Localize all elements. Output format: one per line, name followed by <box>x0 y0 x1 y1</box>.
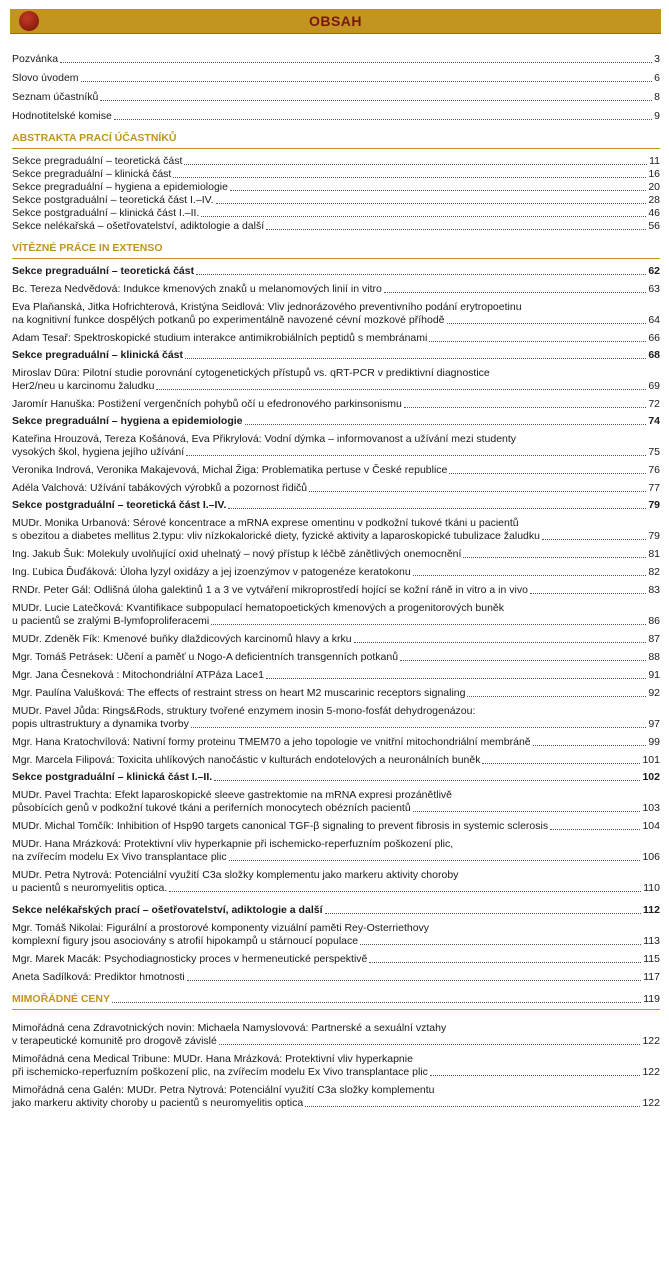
dot-leader <box>216 203 647 204</box>
dot-leader <box>266 229 646 230</box>
entry-title: Mimořádná cena Galén: MUDr. Petra Nytrová: Potenciální využití C3a složky komplementu <box>12 1084 435 1096</box>
toc-entry[interactable] <box>12 283 660 296</box>
dot-leader <box>211 624 646 625</box>
page-number: 68 <box>648 349 660 361</box>
entry-title: Eva Plaňanská, Jitka Hofrichterová, Kristýna Seidlová: Vliv jednorázového preventivního podání erytropoetinu <box>12 301 522 313</box>
toc-row <box>12 820 660 833</box>
toc-row <box>12 789 660 802</box>
section-heading-text: MIMOŘÁDNÉ CENY <box>12 993 111 1005</box>
page-number: 86 <box>648 615 660 627</box>
page-number: 119 <box>643 993 660 1005</box>
dot-leader <box>309 491 646 492</box>
toc-entry[interactable] <box>12 633 660 646</box>
dot-leader <box>463 557 646 558</box>
toc-row <box>12 398 660 411</box>
toc-row <box>12 1097 660 1110</box>
toc-row <box>12 517 660 530</box>
section-heading: ABSTRAKTA PRACÍ ÚČASTNÍKŮ <box>12 132 177 144</box>
page-number: 87 <box>648 633 660 645</box>
toc-row <box>12 615 660 628</box>
dot-leader <box>447 323 647 324</box>
dot-leader <box>354 642 647 643</box>
toc-row <box>12 91 660 104</box>
toc-row <box>12 380 660 393</box>
page-number: 6 <box>654 72 660 84</box>
page-number: 83 <box>648 584 660 596</box>
entry-title: Adam Tesař: Spektroskopické studium interakce antimikrobiálních peptidů s membránami <box>12 332 428 344</box>
entry-title: Sekce nelékařských prací – ošetřovatelství, adiktologie a další <box>12 904 323 916</box>
toc-entry[interactable] <box>12 1084 660 1110</box>
toc-entry[interactable] <box>12 566 660 579</box>
entry-title: Kateřina Hrouzová, Tereza Košánová, Eva Přikrylová: Vodní dýmka – informovanost a užívání mezi studenty <box>12 433 517 445</box>
toc-entry[interactable] <box>12 687 660 700</box>
page-number: 82 <box>648 566 660 578</box>
page-number: 110 <box>643 882 660 894</box>
entry-title: Mgr. Jana Česneková : Mitochondriální ATPáza Lace1 <box>12 669 264 681</box>
table-of-contents <box>12 53 660 1110</box>
page-number: 11 <box>649 155 660 167</box>
toc-entry[interactable] <box>12 464 660 477</box>
dot-leader <box>187 980 641 981</box>
toc-row <box>12 349 660 362</box>
entry-title: Veronika Indrová, Veronika Makajevová, Michal Žiga: Problematika pertuse v České republice <box>12 464 448 476</box>
dot-leader <box>156 389 646 390</box>
toc-row <box>12 904 660 917</box>
entry-title: Hodnotitelské komise <box>12 110 112 122</box>
toc-row <box>12 499 660 512</box>
toc-row <box>12 53 660 66</box>
entry-title: Sekce pregraduální – teoretická část <box>12 265 195 277</box>
toc-section-entry[interactable] <box>12 771 660 784</box>
page-number: 9 <box>654 110 660 122</box>
entry-title: popis ultrastruktury a dynamika tvorby <box>12 718 189 730</box>
dot-leader <box>482 763 640 764</box>
page-number: 62 <box>648 265 660 277</box>
toc-row <box>12 433 660 446</box>
toc-entry[interactable] <box>12 332 660 345</box>
toc-entry[interactable] <box>12 669 660 682</box>
toc-section-entry[interactable] <box>12 265 660 278</box>
toc-row <box>12 566 660 579</box>
page-number: 91 <box>648 669 660 681</box>
dot-leader <box>173 177 646 178</box>
page-number: 122 <box>642 1097 660 1109</box>
toc-entry[interactable] <box>12 181 660 194</box>
toc-row <box>12 584 660 597</box>
entry-title: Pozvánka <box>12 53 59 65</box>
toc-row <box>12 922 660 935</box>
toc-row <box>12 882 660 895</box>
toc-row <box>12 530 660 543</box>
entry-title: Adéla Valchová: Užívání tabákových výrobků a pozornost řidičů <box>12 482 308 494</box>
dot-leader <box>430 1075 641 1076</box>
entry-title: Sekce pregraduální – klinická část <box>12 168 172 180</box>
toc-row <box>12 669 660 682</box>
toc-row <box>12 168 660 181</box>
toc-row <box>12 602 660 615</box>
entry-title: MUDr. Michal Tomčík: Inhibition of Hsp90 targets canonical TGF-β signaling to prevent fibrosis in systemic sclerosis <box>12 820 549 832</box>
dot-leader <box>184 164 647 165</box>
dot-leader <box>186 455 646 456</box>
toc-entry[interactable] <box>12 838 660 864</box>
page-number: 117 <box>643 971 660 983</box>
page-number: 64 <box>648 314 660 326</box>
entry-title: Seznam účastníků <box>12 91 99 103</box>
page-number: 97 <box>648 718 660 730</box>
toc-entry[interactable] <box>12 602 660 628</box>
entry-title: na zvířecím modelu Ex Vivo transplantace plic <box>12 851 227 863</box>
dot-leader <box>449 473 646 474</box>
toc-entry[interactable] <box>12 1053 660 1079</box>
toc-row <box>12 718 660 731</box>
dot-leader <box>400 660 646 661</box>
entry-gap <box>12 895 660 904</box>
page-number: 81 <box>648 548 660 560</box>
group-gap <box>12 233 660 242</box>
entry-title: Mgr. Tomáš Nikolai: Figurální a prostorové komponenty vizuální paměti Rey-Osterriethovy <box>12 922 430 934</box>
entry-title: MUDr. Monika Urbanová: Sérové koncentrace a mRNA exprese omentinu v podkožní tukové tkáni u pacientů <box>12 517 519 529</box>
dot-leader <box>112 1002 641 1003</box>
entry-title: při ischemicko-reperfuzním poškození plic, na zvířecím modelu Ex Vivo transplantace plic <box>12 1066 428 1078</box>
entry-title: Mgr. Marek Macák: Psychodiagnosticky proces v hermeneutické perspektivě <box>12 953 368 965</box>
page-number: 102 <box>642 771 660 783</box>
entry-title: Bc. Tereza Nedvědová: Indukce kmenových znaků u melanomových linií in vitro <box>12 283 382 295</box>
toc-entry[interactable] <box>12 110 660 123</box>
entry-title: MUDr. Hana Mrázková: Protektivní vliv hyperkapnie při ischemicko-reperfuzním poškození plic, <box>12 838 454 850</box>
toc-row <box>12 332 660 345</box>
toc-entry[interactable] <box>12 91 660 104</box>
dot-leader <box>413 811 641 812</box>
entry-title: působících genů v podkožní tukové tkáni a periferních monocytech obézních pacientů <box>12 802 411 814</box>
entry-title: jako markeru aktivity choroby u pacientů s neuromyelitis optica <box>12 1097 304 1109</box>
toc-row <box>12 367 660 380</box>
toc-section-entry[interactable] <box>12 904 660 917</box>
dot-leader <box>185 358 646 359</box>
toc-entry[interactable] <box>12 789 660 815</box>
toc-entry[interactable] <box>12 72 660 85</box>
entry-title: Sekce pregraduální – teoretická část <box>12 155 183 167</box>
entry-title: komplexní figury jsou asociovány s atrofií hipokampů u stárnoucí populace <box>12 935 359 947</box>
toc-row <box>12 194 660 207</box>
toc-section-entry[interactable] <box>12 499 660 512</box>
dot-leader <box>413 575 647 576</box>
toc-row <box>12 181 660 194</box>
page-number: 74 <box>648 415 660 427</box>
page-number: 122 <box>642 1035 660 1047</box>
toc-row <box>12 482 660 495</box>
page-number: 99 <box>648 736 660 748</box>
toc-row <box>12 1022 660 1035</box>
page-number: 69 <box>648 380 660 392</box>
toc-row <box>12 415 660 428</box>
entry-title: MUDr. Zdeněk Fík: Kmenové buňky dlaždicových karcinomů hlavy a krku <box>12 633 352 645</box>
dot-leader <box>533 745 647 746</box>
toc-row <box>12 736 660 749</box>
toc-entry[interactable] <box>12 754 660 767</box>
page-number: 79 <box>648 530 660 542</box>
dot-leader <box>404 407 646 408</box>
entry-title: vysokých škol, hygiena jejího užívání <box>12 446 185 458</box>
page-number: 88 <box>648 651 660 663</box>
entry-title: MUDr. Pavel Jůda: Rings&Rods, struktury tvořené enzymem inosin 5-mono-fosfát dehydrogenázou: <box>12 705 476 717</box>
page-number: 115 <box>643 953 660 965</box>
toc-entry[interactable] <box>12 53 660 66</box>
dot-leader <box>100 100 652 101</box>
toc-row <box>12 155 660 168</box>
entry-title: MUDr. Petra Nytrová: Potenciální využití C3a složky komplementu jako markeru aktivity choroby <box>12 869 459 881</box>
dot-leader <box>384 292 646 293</box>
toc-row <box>12 110 660 123</box>
page-number: 113 <box>643 935 660 947</box>
toc-section-entry[interactable] <box>12 415 660 428</box>
entry-title: Her2/neu u karcinomu žaludku <box>12 380 155 392</box>
toc-entry[interactable] <box>12 584 660 597</box>
dot-leader <box>81 81 653 82</box>
page-number: 16 <box>648 168 660 180</box>
toc-entry[interactable] <box>12 482 660 495</box>
dot-leader <box>196 274 646 275</box>
toc-row <box>12 971 660 984</box>
toc-row <box>12 314 660 327</box>
entry-title: Aneta Sadílková: Prediktor hmotnosti <box>12 971 185 983</box>
toc-row <box>12 265 660 278</box>
page-number: 106 <box>642 851 660 863</box>
page-number: 122 <box>642 1066 660 1078</box>
dot-leader <box>214 780 640 781</box>
page-number: 63 <box>648 283 660 295</box>
dot-leader <box>114 119 652 120</box>
entry-title: MUDr. Lucie Latečková: Kvantifikace subpopulací hematopoetických kmenových a progenitorových buněk <box>12 602 505 614</box>
toc-row <box>12 953 660 966</box>
dot-leader <box>60 62 652 63</box>
entry-title: Sekce pregraduální – klinická část <box>12 349 184 361</box>
toc-row <box>12 72 660 85</box>
dot-leader <box>229 860 641 861</box>
toc-row <box>12 869 660 882</box>
page-title: OBSAH <box>308 13 363 29</box>
toc-entry[interactable] <box>12 869 660 895</box>
entry-title: Ing. Ľubica Ďuďáková: Úloha lyzyl oxidázy a jej izoenzýmov v patogenéze keratokonu <box>12 566 411 578</box>
entry-title: Mgr. Paulína Valušková: The effects of restraint stress on heart M2 muscarinic receptors signaling <box>12 687 466 699</box>
toc-row <box>12 446 660 459</box>
toc-entry[interactable] <box>12 971 660 984</box>
entry-title: Mgr. Tomáš Petrásek: Učení a paměť u Nogo-A deficientních transgenních potkanů <box>12 651 399 663</box>
toc-row <box>12 687 660 700</box>
dot-leader <box>429 341 646 342</box>
toc-row <box>12 283 660 296</box>
dot-leader <box>369 962 641 963</box>
dot-leader <box>228 508 646 509</box>
toc-entry[interactable] <box>12 736 660 749</box>
entry-title: Slovo úvodem <box>12 72 79 84</box>
toc-row <box>12 1084 660 1097</box>
entry-title: Sekce postgraduální – klinická část I.–II. <box>12 771 213 783</box>
toc-row <box>12 1035 660 1048</box>
dot-leader <box>191 727 646 728</box>
toc-row <box>12 464 660 477</box>
entry-title: Mimořádná cena Medical Tribune: MUDr. Hana Mrázková: Protektivní vliv hyperkapnie <box>12 1053 413 1065</box>
toc-row <box>12 705 660 718</box>
toc-row <box>12 548 660 561</box>
toc-entry[interactable] <box>12 220 660 233</box>
entry-title: Sekce postgraduální – teoretická část I.–IV. <box>12 194 214 206</box>
toc-entry[interactable] <box>12 367 660 393</box>
toc-entry[interactable] <box>12 207 660 220</box>
page-number: 72 <box>648 398 660 410</box>
heading-rule <box>12 1009 660 1010</box>
heading-rule <box>12 258 660 259</box>
entry-title: RNDr. Peter Gál: Odlišná úloha galektinů 1 a 3 ve vytváření mikroprostředí hojící se kožní ráně in vitro a in vivo <box>12 584 528 596</box>
entry-title: u pacientů se zralými B-lymfoproliferacemi <box>12 615 210 627</box>
toc-entry[interactable] <box>12 155 660 168</box>
entry-title: na kognitivní funkce dospělých potkanů po experimentálně navozené cévní mozkové příhodě <box>12 314 445 326</box>
toc-header <box>10 9 661 34</box>
section-heading: VÍTĚZNÉ PRÁCE IN EXTENSO <box>12 242 163 254</box>
entry-title: v terapeutické komunitě pro drogově závislé <box>12 1035 217 1047</box>
toc-entry[interactable] <box>12 433 660 459</box>
toc-entry[interactable] <box>12 194 660 207</box>
entry-title: Miroslav Dūra: Pilotní studie porovnání cytogenetických přístupů vs. qRT-PCR v prediktivní diagnostice <box>12 367 490 379</box>
toc-entry[interactable] <box>12 517 660 543</box>
dot-leader <box>325 913 642 914</box>
toc-row <box>12 754 660 767</box>
toc-entry[interactable] <box>12 922 660 948</box>
page-number: 20 <box>648 181 660 193</box>
dot-leader <box>530 593 646 594</box>
entry-title: u pacientů s neuromyelitis optica. <box>12 882 168 894</box>
toc-row <box>12 651 660 664</box>
entry-title: Sekce pregraduální – hygiena a epidemiologie <box>12 181 228 193</box>
page-number: 56 <box>648 220 660 232</box>
entry-title: s obezitou a diabetes mellitus 2.typu: vliv nízkokalorické diety, fyzické aktivity a laparoskopické tubulizace žaludku <box>12 530 540 542</box>
dot-leader <box>266 678 646 679</box>
toc-row <box>12 802 660 815</box>
dot-leader <box>360 944 641 945</box>
toc-entry[interactable] <box>12 953 660 966</box>
toc-row <box>12 207 660 220</box>
toc-entry[interactable] <box>12 398 660 411</box>
toc-row <box>12 851 660 864</box>
dot-leader <box>245 424 647 425</box>
entry-title: Mimořádná cena Zdravotnických novin: Michaela Namyslovová: Partnerské a sexuální vztahy <box>12 1022 447 1034</box>
toc-row <box>12 633 660 646</box>
toc-entry[interactable] <box>12 301 660 327</box>
toc-row <box>12 1053 660 1066</box>
group-gap <box>12 984 660 993</box>
dot-leader <box>550 829 640 830</box>
page-number: 76 <box>648 464 660 476</box>
toc-entry[interactable] <box>12 820 660 833</box>
entry-title: Jaromír Hanuška: Postižení vergenčních pohybů očí u efedronového parkinsonismu <box>12 398 402 410</box>
toc-row <box>12 1066 660 1079</box>
toc-section-entry[interactable] <box>12 349 660 362</box>
entry-title: Sekce nelékařská – ošetřovatelství, adiktologie a další <box>12 220 265 232</box>
page-number: 46 <box>648 207 660 219</box>
page-number: 8 <box>654 91 660 103</box>
group-gap <box>12 123 660 132</box>
entry-title: MUDr. Pavel Trachta: Efekt laparoskopické sleeve gastrektomie na mRNA expresi prozánětlivě <box>12 789 453 801</box>
page-number: 104 <box>642 820 660 832</box>
page-number: 77 <box>648 482 660 494</box>
page-number: 112 <box>643 904 660 916</box>
toc-row <box>12 935 660 948</box>
page-number: 66 <box>648 332 660 344</box>
page-number: 28 <box>648 194 660 206</box>
entry-title: Sekce pregraduální – hygiena a epidemiologie <box>12 415 243 427</box>
entry-title: Ing. Jakub Šuk: Molekuly uvolňující oxid uhelnatý – nový přístup k léčbě zánětlivých onemocnění <box>12 548 462 560</box>
page-number: 101 <box>642 754 660 766</box>
page-number: 103 <box>642 802 660 814</box>
toc-entry[interactable] <box>12 705 660 731</box>
section-heading <box>12 993 660 1006</box>
toc-row <box>12 771 660 784</box>
toc-row <box>12 838 660 851</box>
entry-title: Sekce postgraduální – klinická část I.–II. <box>12 207 200 219</box>
toc-entry[interactable] <box>12 168 660 181</box>
toc-row <box>12 220 660 233</box>
page-number: 75 <box>648 446 660 458</box>
page-number: 79 <box>648 499 660 511</box>
dot-leader <box>230 190 646 191</box>
dot-leader <box>305 1106 640 1107</box>
dot-leader <box>219 1044 641 1045</box>
dot-leader <box>201 216 646 217</box>
toc-entry[interactable] <box>12 548 660 561</box>
heading-rule <box>12 148 660 149</box>
toc-entry[interactable] <box>12 651 660 664</box>
dot-leader <box>467 696 646 697</box>
entry-title: Mgr. Hana Kratochvílová: Nativní formy proteinu TMEM70 a jeho topologie ve vnitřní mitochondriální membráně <box>12 736 531 748</box>
toc-entry[interactable] <box>12 1022 660 1048</box>
page-number: 3 <box>654 53 660 65</box>
dot-leader <box>542 539 646 540</box>
entry-title: Mgr. Marcela Filipová: Toxicita uhlíkových nanočástic v kulturách endotelových a neuronálních buněk <box>12 754 481 766</box>
entry-title: Sekce postgraduální – teoretická část I.–IV. <box>12 499 227 511</box>
page-number: 92 <box>648 687 660 699</box>
toc-row <box>12 301 660 314</box>
dot-leader <box>169 891 641 892</box>
